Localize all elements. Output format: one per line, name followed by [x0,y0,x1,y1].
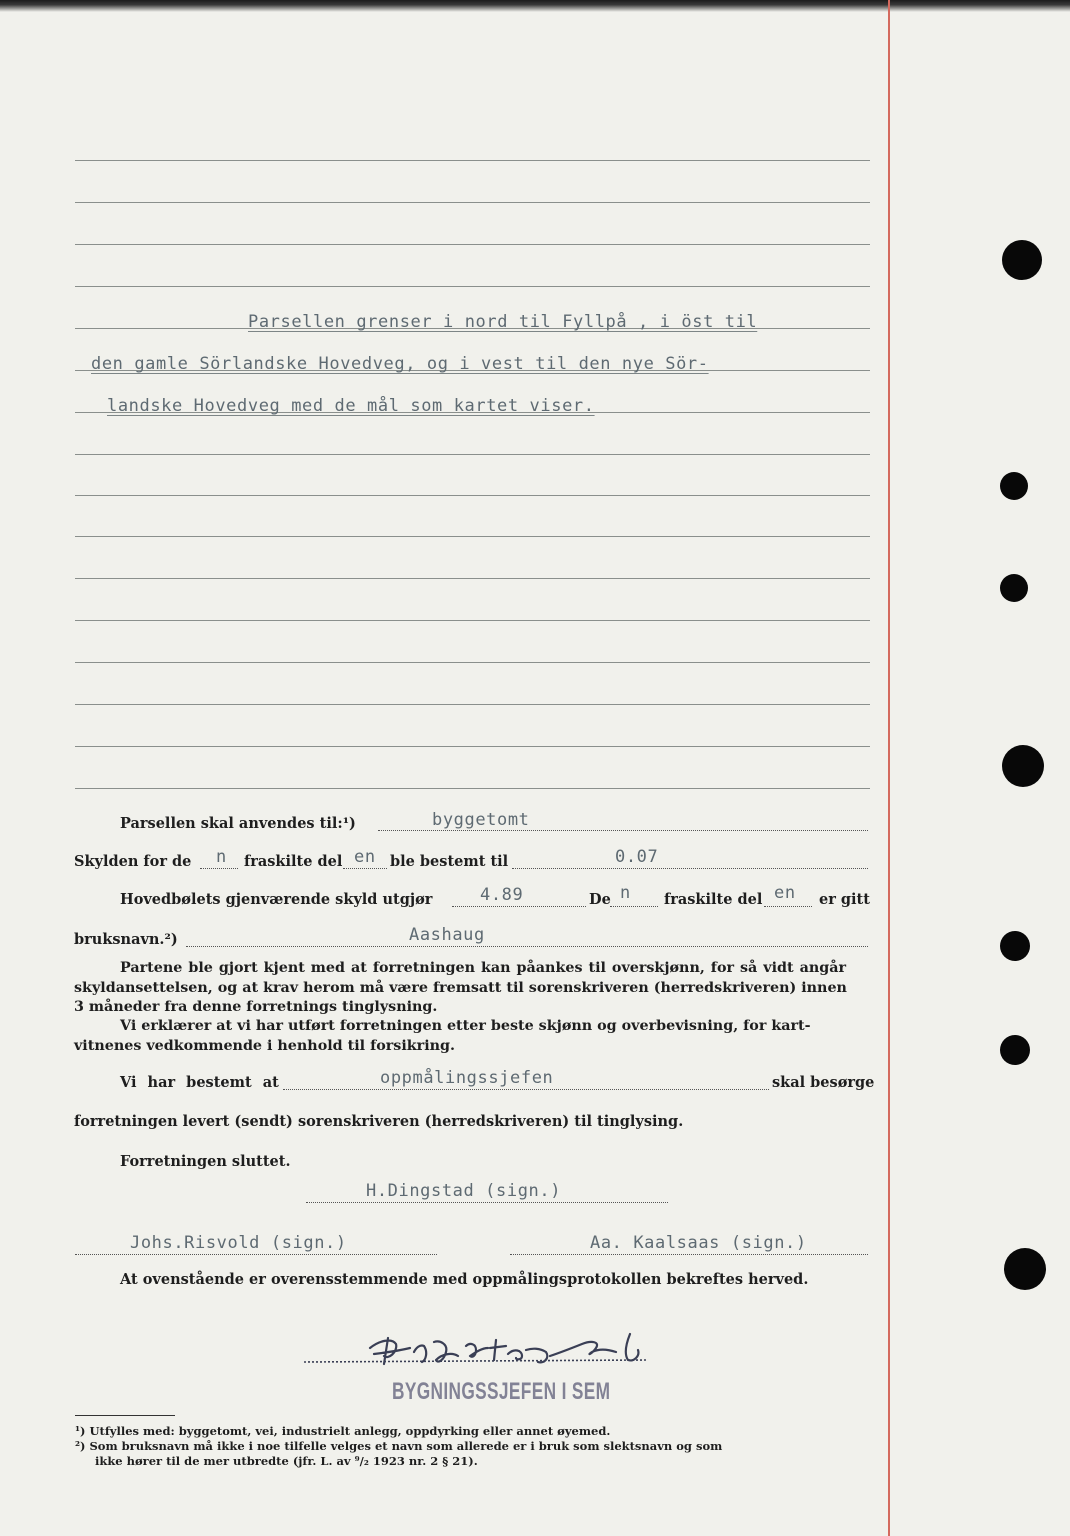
signature-2: Johs.Risvold (sign.) [130,1233,347,1253]
tax-n-value: n [216,847,227,867]
signature-2-line [75,1253,437,1255]
appeal-line-1: Partene ble gjort kjent med at forretningen kan påankes til overskjønn, for så vidt angår [120,960,847,976]
ruled-line [75,620,870,621]
remaining-dotted-line [452,905,586,907]
binder-hole [1004,1248,1046,1290]
ruled-line [75,286,870,287]
usage-value: byggetomt [432,810,530,830]
ruled-line [75,160,870,161]
ruled-line [75,454,870,455]
delivery-line-2: forretningen levert (sendt) sorenskriveren (herredskriveren) til tinglysing. [74,1113,684,1130]
signature-3: Aa. Kaalsaas (sign.) [590,1233,807,1253]
handwritten-signature [300,1330,650,1380]
declaration-line-1: Vi erklærer at vi har utført forretningen etter beste skjønn og overbevisning, for kart- [120,1018,811,1034]
tax-en-value: en [354,847,376,867]
name-dotted-line [186,945,868,947]
binder-hole [1000,472,1028,500]
remaining-de: De [589,891,611,908]
declaration-line-2: vitnenes vedkommende i henhold til forsikring. [74,1037,456,1054]
closed-text: Forretningen sluttet. [120,1153,291,1170]
narrative-line-1: Parsellen grenser i nord til Fyllpå , i öst til [248,312,758,332]
narrative-line-2: den gamle Sörlandske Hovedveg, og i vest til den nye Sör- [91,354,709,374]
appeal-line-3: 3 måneder fra denne forretnings tinglysning. [74,999,438,1015]
narrative-line-3: landske Hovedveg med de mål som kartet viser. [107,396,595,416]
delivery-dotted-line [283,1088,769,1090]
ruled-line [75,662,870,663]
ruled-line [75,746,870,747]
binder-hole [1002,240,1042,280]
footnote-2b: ikke hører til de mer utbredte (jfr. L. av ⁹/₂ 1923 nr. 2 § 21). [95,1454,478,1468]
name-label: bruksnavn.²) [74,931,178,948]
scan-top-edge [0,0,1070,12]
remaining-mid: fraskilte del [664,891,763,908]
signature-3-line [510,1253,868,1255]
margin-red-line [888,0,890,1536]
ruled-line [75,788,870,789]
confirm-text: At ovenstående er overensstemmende med oppmålingsprotokollen bekreftes herved. [120,1271,809,1288]
remaining-n-value: n [620,883,631,903]
footnote-1: ¹) Utfylles med: byggetomt, vei, industrielt anlegg, oppdyrking eller annet øyemed. [75,1424,611,1438]
ruled-line [75,202,870,203]
declaration-paragraph [74,1017,811,1056]
ruled-line [75,244,870,245]
signature-1-line [306,1201,668,1203]
tax-value: 0.07 [615,847,659,867]
appeal-paragraph [74,959,847,1018]
remaining-en-value: en [774,883,796,903]
ruled-line [75,578,870,579]
name-value: Aashaug [409,925,485,945]
remaining-value: 4.89 [480,885,524,905]
remaining-en-dotted-line [764,905,812,907]
delivery-value: oppmålingssjefen [380,1068,554,1088]
tax-n-dotted-line [200,867,238,869]
ruled-line [75,536,870,537]
remaining-suffix: er gitt [819,891,870,908]
tax-en-dotted-line [343,867,387,869]
office-stamp: BYGNINGSSJEFEN I SEM [392,1378,611,1405]
footnote-separator [75,1415,175,1416]
signature-1: H.Dingstad (sign.) [366,1181,562,1201]
remaining-label: Hovedbølets gjenværende skyld utgjør [120,891,433,908]
tax-value-dotted-line [512,867,868,869]
delivery-label: Vi har bestemt at [120,1074,279,1091]
delivery-suffix: skal besørge [772,1074,875,1091]
binder-hole [1000,931,1030,961]
binder-hole [1002,745,1044,787]
tax-mid1: fraskilte del [244,853,343,870]
binder-hole [1000,574,1028,602]
footnote-2a: ²) Som bruksnavn må ikke i noe tilfelle velges et navn som allerede er i bruk som slektsnavn og som [75,1439,723,1453]
tax-mid2: ble bestemt til [390,853,509,870]
appeal-line-2: skyldansettelsen, og at krav herom må være fremsatt til sorenskriveren (herredskriveren) innen [74,979,847,996]
usage-label: Parsellen skal anvendes til:¹) [120,815,356,832]
binder-hole [1000,1035,1030,1065]
ruled-line [75,495,870,496]
ruled-line [75,704,870,705]
remaining-n-dotted-line [610,905,658,907]
tax-prefix: Skylden for de [74,853,192,870]
